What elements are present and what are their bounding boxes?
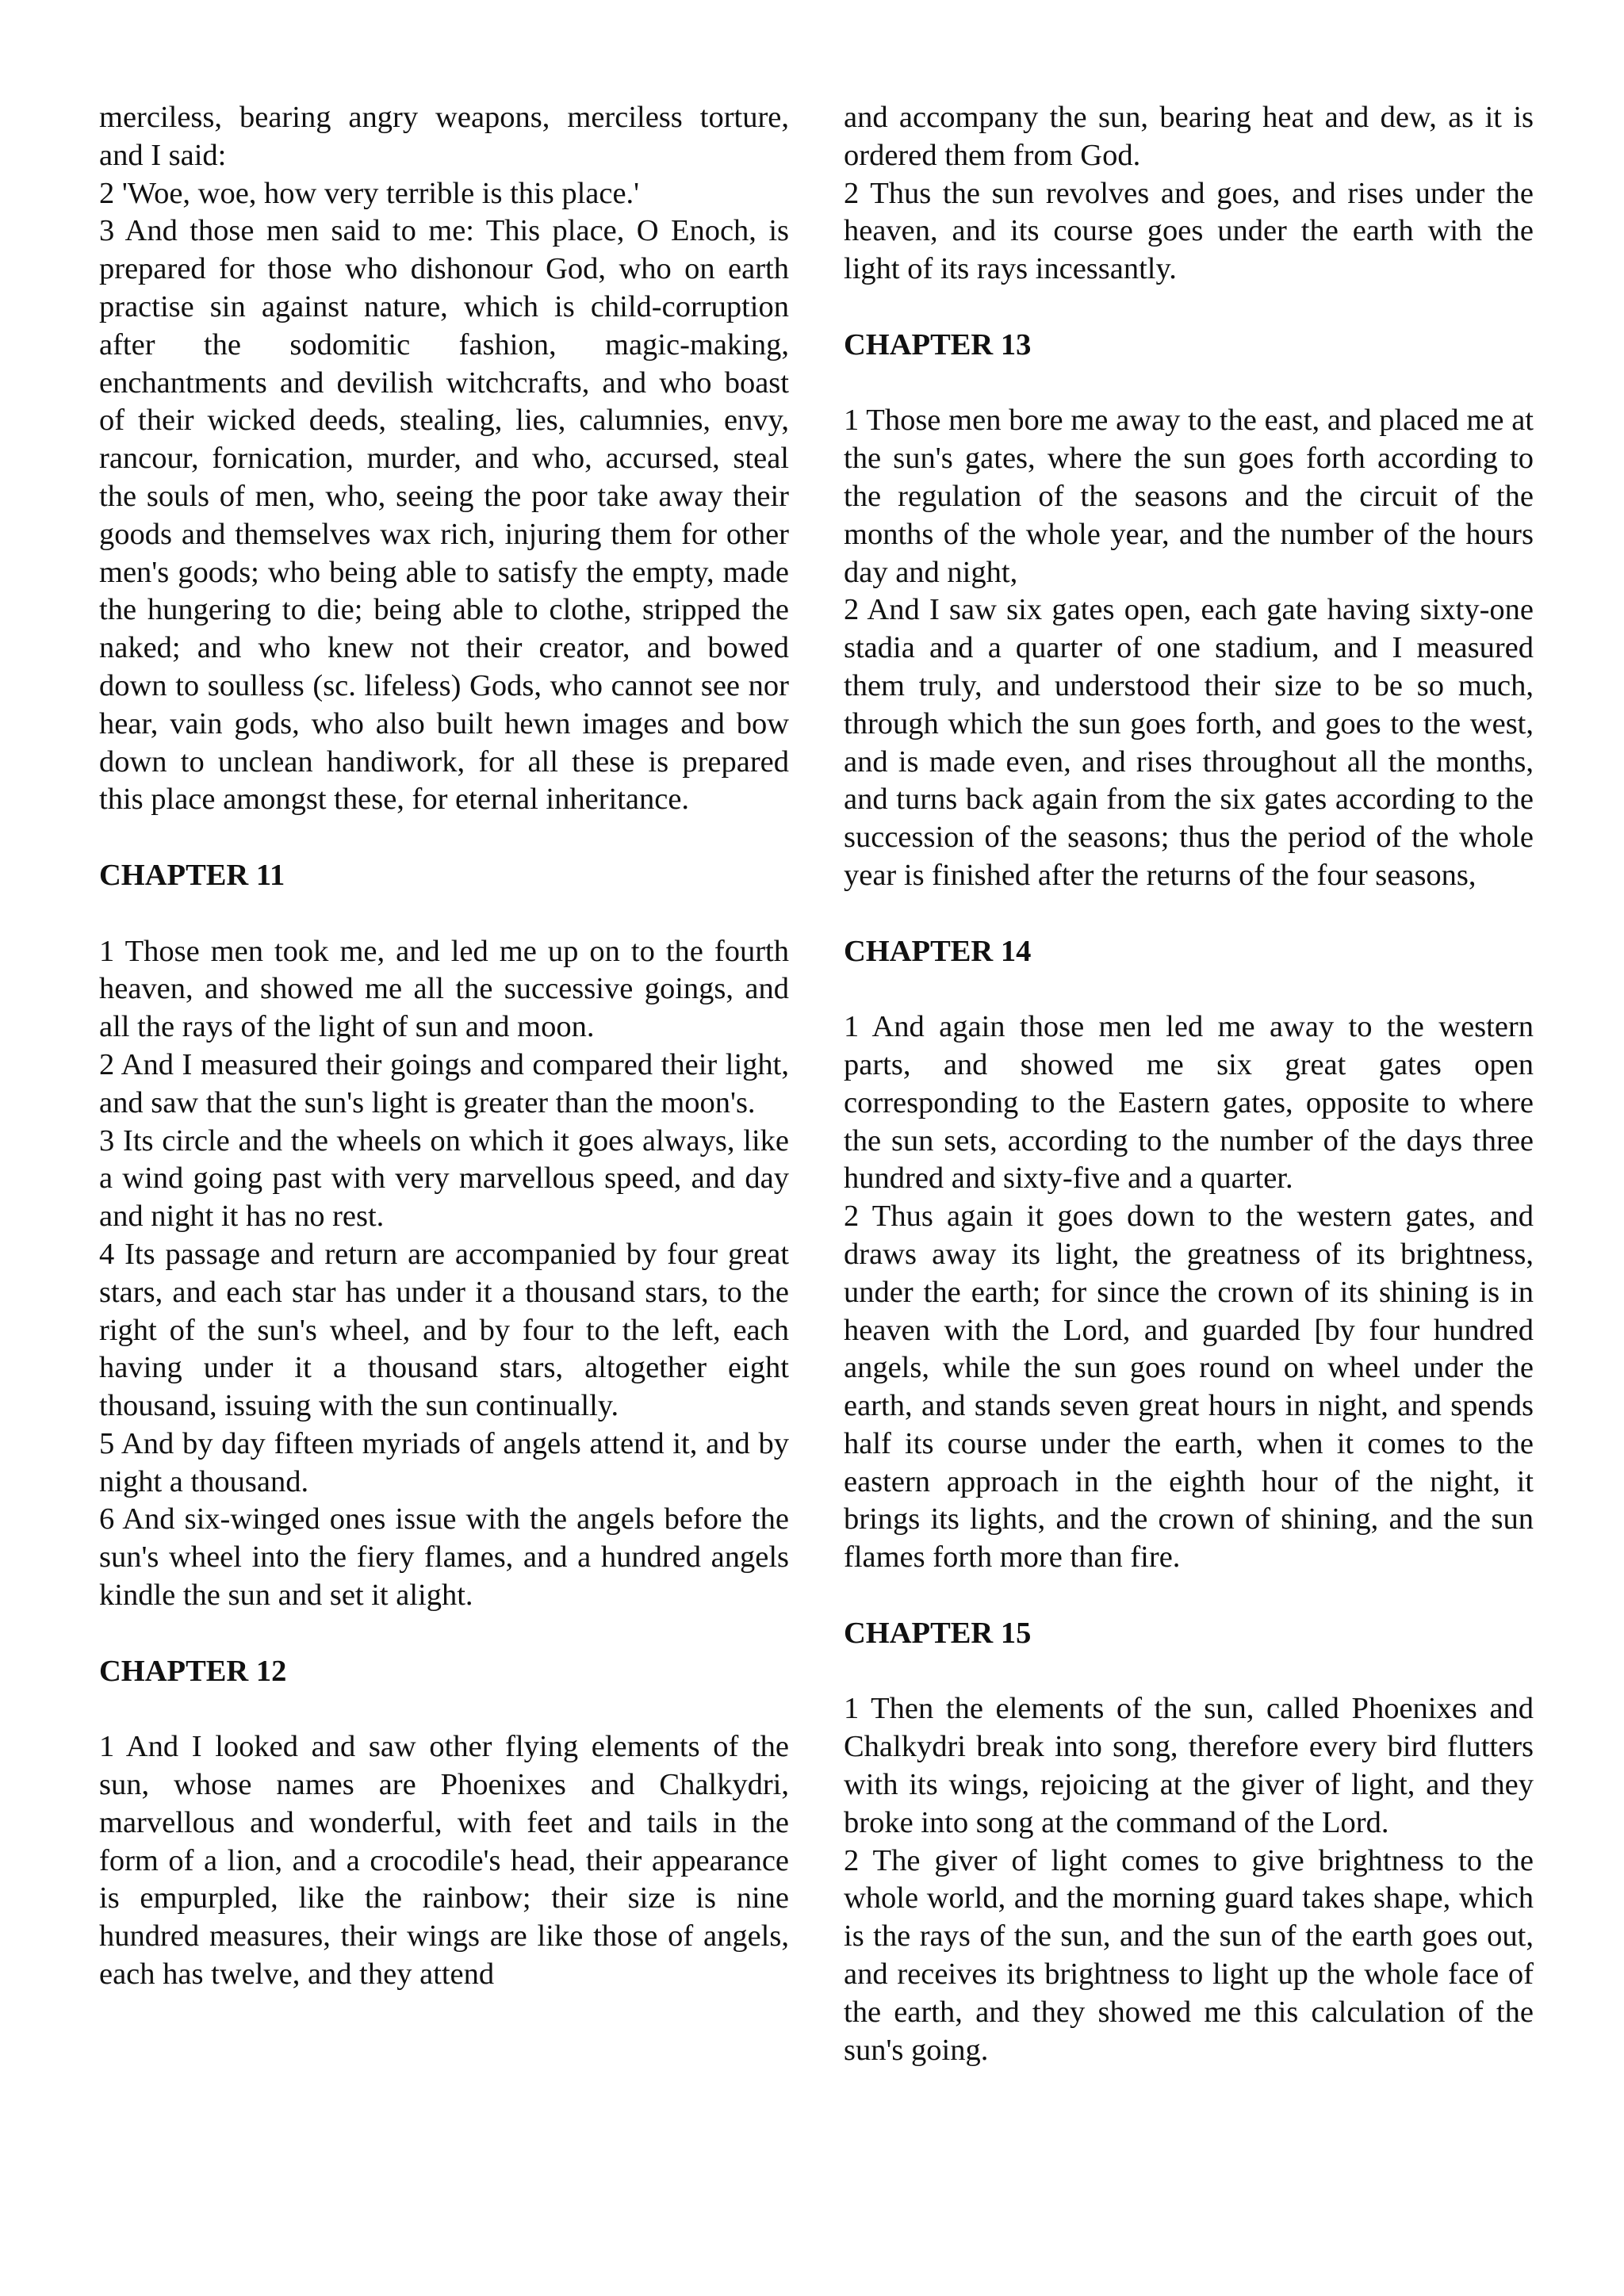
verse-paragraph: 1 Then the elements of the sun, called Phoenixes and Chalkydri break into song, therefore every bird flutters with its wings, rejoicing at the giver of light, and they broke into song at the command of the Lord. — [844, 1692, 1534, 1839]
chapter-heading-13: CHAPTER 13 — [844, 327, 1032, 362]
right-column — [844, 99, 1534, 2069]
chapter-heading-14: CHAPTER 14 — [844, 934, 1032, 968]
verse-paragraph: 1 Those men took me, and led me up on to the fourth heaven, and showed me all the successive goings, and all the rays of the light of sun and moon. — [99, 934, 789, 1044]
verse-paragraph: 5 And by day fifteen myriads of angels attend it, and by night a thousand. — [99, 1426, 789, 1498]
verse-paragraph: 3 And those men said to me: This place, O Enoch, is prepared for those who dishonour God, who on earth practise sin against nature, which is child-corruption after the sodomitic fashion, magic-making, enchantments and devilish witchcrafts, and who boast of their wicked deeds, stealing, lies, calumnies, envy, rancour, fornication, murder, and who, accursed, steal the souls of men, who, seeing the poor take away their goods and themselves wax rich, injuring them for other men's goods; who being able to satisfy the empty, made the hungering to die; being able to clothe, stripped the naked; and who knew not their creator, and bowed down to soulless (sc. lifeless) Gods, who cannot see nor hear, vain gods, who also built hewn images and bow down to unclean handiwork, for all these is prepared this place amongst these, for eternal inheritance. — [99, 214, 789, 817]
verse-paragraph: 2 And I saw six gates open, each gate having sixty-one stadia and a quarter of one stadium, and I measured them truly, and understood their size to be so much, through which the sun goes forth, and goes to the west, and is made even, and rises throughout all the months, and turns back again from the six gates according to the succession of the seasons; thus the period of the whole year is finished after the returns of the four seasons, — [844, 593, 1534, 892]
verse-paragraph: 2 The giver of light comes to give brightness to the whole world, and the morning guard takes shape, which is the rays of the sun, and the sun of the earth goes out, and receives its brightness to light up the whole face of the earth, and they showed me this calculation of the sun's going. — [844, 1843, 1534, 2067]
chapter-heading-12: CHAPTER 12 — [99, 1654, 287, 1688]
verse-paragraph: 6 And six-winged ones issue with the angels before the sun's wheel into the fiery flames, and a hundred angels kindle the sun and set it alight. — [99, 1502, 789, 1613]
continued-paragraph: merciless, bearing angry weapons, merciless torture, and I said: — [99, 101, 789, 172]
chapter-heading-11: CHAPTER 11 — [99, 858, 285, 892]
verse-paragraph: 1 And I looked and saw other flying elements of the sun, whose names are Phoenixes and Chalkydri, marvellous and wonderful, with feet and tails in the form of a lion, and a crocodile's head, their appearance is empurpled, like the rainbow; their size is nine hundred measures, their wings are like those of angels, each has twelve, and they attend — [99, 1730, 789, 1992]
verse-paragraph: 2 Thus again it goes down to the western gates, and draws away its light, the greatness of its brightness, under the earth; for since the crown of its shining is in heaven with the Lord, and guarded [by four hundred angels, while the sun goes round on wheel under the earth, and stands seven great hours in night, and spends half its course under the earth, when it comes to the eastern approach in the eighth hour of the night, it brings its lights, and the crown of shining, and the sun flames forth more than fire. — [844, 1200, 1534, 1575]
continued-paragraph: and accompany the sun, bearing heat and dew, as it is ordered them from God. — [844, 101, 1534, 172]
verse-paragraph: 3 Its circle and the wheels on which it goes always, like a wind going past with very marvellous speed, and day and night it has no rest. — [99, 1123, 789, 1234]
verse-paragraph: 4 Its passage and return are accompanied by four great stars, and each star has under it a thousand stars, to the right of the sun's wheel, and by four to the left, each having under it a thousand stars, altogether eight thousand, issuing with the sun continually. — [99, 1237, 789, 1423]
verse-paragraph: 1 Those men bore me away to the east, and placed me at the sun's gates, where the sun goes forth according to the regulation of the seasons and the circuit of the months of the whole year, and the number of the hours day and night, — [844, 404, 1534, 589]
verse-paragraph: 2 Thus the sun revolves and goes, and rises under the heaven, and its course goes under the earth with the light of its rays incessantly. — [844, 176, 1534, 286]
left-column — [99, 99, 789, 1994]
chapter-heading-15: CHAPTER 15 — [844, 1616, 1032, 1650]
verse-paragraph: 2 And I measured their goings and compared their light, and saw that the sun's light is greater than the moon's. — [99, 1047, 789, 1119]
verse-paragraph: 2 'Woe, woe, how very terrible is this place.' — [99, 176, 640, 210]
verse-paragraph: 1 And again those men led me away to the western parts, and showed me six great gates open corresponding to the Eastern gates, opposite to where the sun sets, according to the number of the days three hundred and sixty-five and a quarter. — [844, 1010, 1534, 1196]
